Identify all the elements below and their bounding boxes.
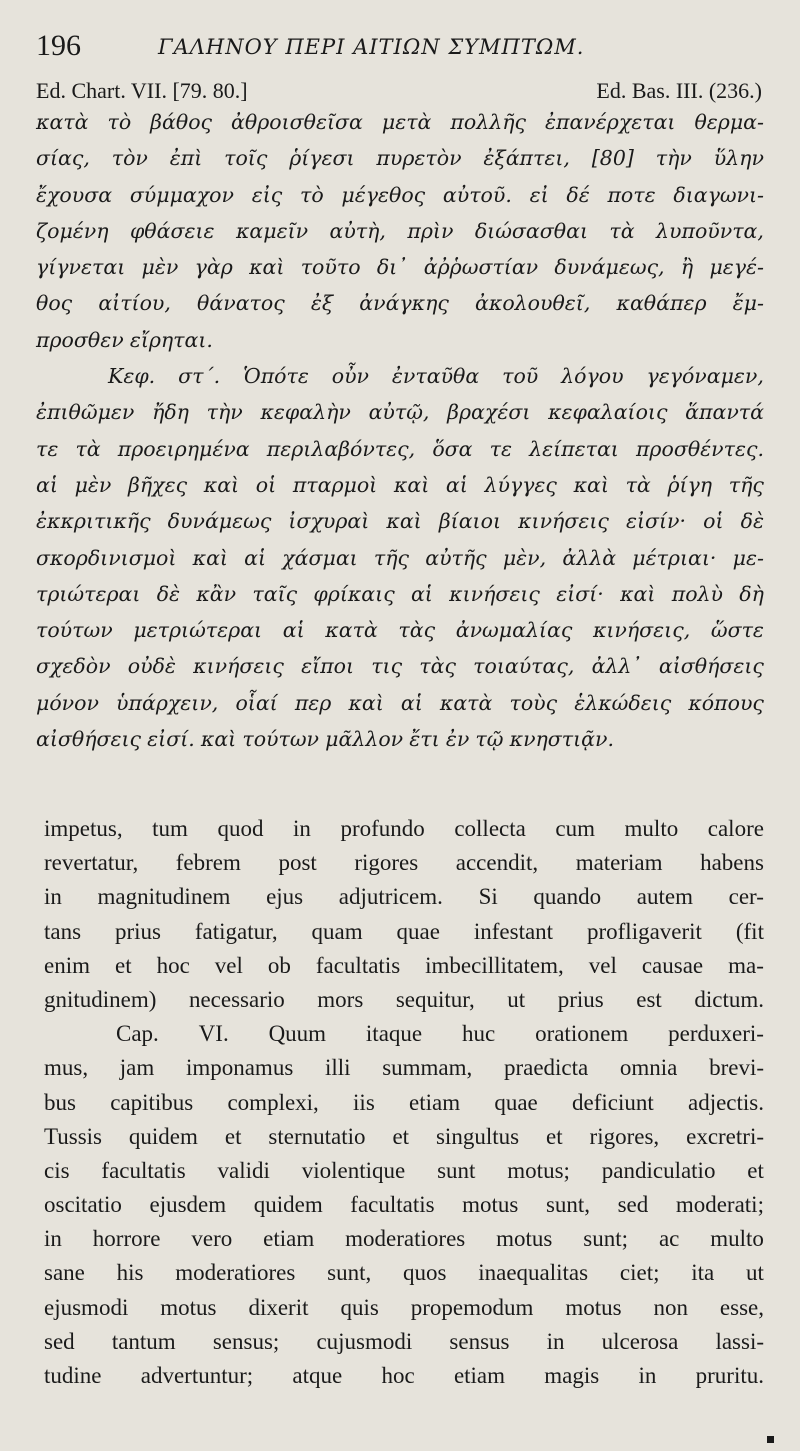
greek-chapter-heading-line: Κεφ. στ΄. Ὁπότε οὖν ἐνταῦθα τοῦ λόγου γεγόναμεν, [108,364,764,389]
greek-line: θος αἰτίου, θάνατος ἐξ ἀνάγκης ἀκολουθεῖ, καθάπερ ἔμ- [36,291,764,316]
greek-line: τε τὰ προειρημένα περιλαβόντες, ὅσα τε λείπεται προσθέντες. [36,436,764,461]
edition-reference-line [36,76,762,106]
greek-text-block [36,104,764,757]
edition-reference-chart: Ed. Chart. VII. [79. 80.] [36,78,248,103]
page-header [36,26,762,66]
latin-line: revertatur, febrem post rigores accendit, materiam habens [44,850,764,876]
greek-line: μόνον ὑπάρχειν, οἷαί περ καὶ αἱ κατὰ τοὺς ἑλκώδεις κόπους [36,690,764,715]
page-number: 196 [36,29,81,62]
greek-line: τριώτεραι δὲ κἂν ταῖς φρίκαις αἱ κινήσεις εἰσί· καὶ πολὺ δὴ [36,581,764,606]
latin-line: cis facultatis validi violentique sunt motus; pandiculatio et [44,1157,764,1183]
greek-line: ἐκκριτικῆς δυνάμεως ἰσχυραὶ καὶ βίαιοι κινήσεις εἰσίν· οἱ δὲ [36,509,764,534]
latin-line: sane his moderatiores sunt, quos inaequalitas ciet; ita ut [44,1260,764,1286]
latin-line: ejusmodi motus dixerit quis propemodum motus non esse, [44,1294,764,1320]
latin-line: oscitatio ejusdem quidem facultatis motus sunt, sed moderati; [44,1192,764,1218]
latin-line: in horrore vero etiam moderatiores motus sunt; ac multo [44,1226,764,1252]
greek-line: γίγνεται μὲν γὰρ καὶ τοῦτο δι᾽ ἀῤῥωστίαν δυνάμεως, ἢ μεγέ- [36,255,764,280]
greek-line: σκορδινισμοὶ καὶ αἱ χάσμαι τῆς αὐτῆς μὲν, ἀλλὰ μέτριαι· με- [36,545,764,570]
greek-line: ἐπιθῶμεν ἤδη τὴν κεφαλὴν αὐτῷ, βραχέσι κεφαλαίοις ἅπαντά [36,400,764,425]
greek-line: τούτων μετριώτεραι αἱ κατὰ τὰς ἀνωμαλίας κινήσεις, ὥστε [36,618,764,643]
latin-line: impetus, tum quod in profundo collecta cum multo calore [44,816,764,841]
latin-line: gnitudinem) necessario mors sequitur, ut prius est dictum. [44,986,764,1012]
greek-line: ζομένη φθάσειε καμεῖν αὐτὴ, πρὶν διώσασθαι τὰ λυποῦντα, [36,218,764,243]
latin-line: mus, jam imponamus illi summam, praedicta omnia brevi- [44,1055,764,1081]
greek-line: αἰσθήσεις εἰσί. καὶ τούτων μᾶλλον ἔτι ἐν τῷ κνηστιᾷν. [36,727,615,752]
edition-reference-basel: Ed. Bas. III. (236.) [596,78,762,103]
latin-line: bus capitibus complexi, iis etiam quae deficiunt adjectis. [44,1089,764,1115]
greek-line: αἱ μὲν βῆχες καὶ οἱ πταρμοὶ καὶ αἱ λύγγες καὶ τὰ ῥίγη τῆς [36,472,764,497]
latin-text-block [44,812,764,1393]
greek-line: κατὰ τὸ βάθος ἀθροισθεῖσα μετὰ πολλῆς ἐπανέρχεται θερμα- [36,110,764,134]
greek-line: σχεδὸν οὐδὲ κινήσεις εἴποι τις τὰς τοιαύτας, ἀλλ᾽ αἰσθήσεις [36,654,764,679]
running-title: ΓΑΛΗΝΟΥ ΠΕΡΙ ΑΙΤΙΩΝ ΣΥΜΠΤΩΜ. [158,35,585,59]
corner-mark [767,1436,774,1443]
latin-line: Tussis quidem et sternutatio et singultus et rigores, excretri- [44,1123,764,1149]
greek-line: σίας, τὸν ἐπὶ τοῖς ῥίγεσι πυρετὸν ἐξάπτει, [80] τὴν ὕλην [36,146,764,171]
latin-line: tans prius fatigatur, quam quae infestant profligaverit (fit [44,918,764,944]
greek-line: ἔχουσα σύμμαχον εἰς τὸ μέγεθος αὐτοῦ. εἰ δέ ποτε διαγωνι- [36,182,764,207]
latin-line: enim et hoc vel ob facultatis imbecillitatem, vel causae ma- [44,952,764,978]
latin-line: in magnitudinem ejus adjutricem. Si quando autem cer- [44,884,764,910]
latin-line: tudine advertuntur; atque hoc etiam magis in pruritu. [44,1363,764,1388]
latin-line: sed tantum sensus; cujusmodi sensus in ulcerosa lassi- [44,1328,764,1354]
greek-line: προσθεν εἴρηται. [36,327,213,352]
latin-chapter-heading-line: Cap. VI. Quum itaque huc orationem perduxeri- [116,1021,764,1047]
